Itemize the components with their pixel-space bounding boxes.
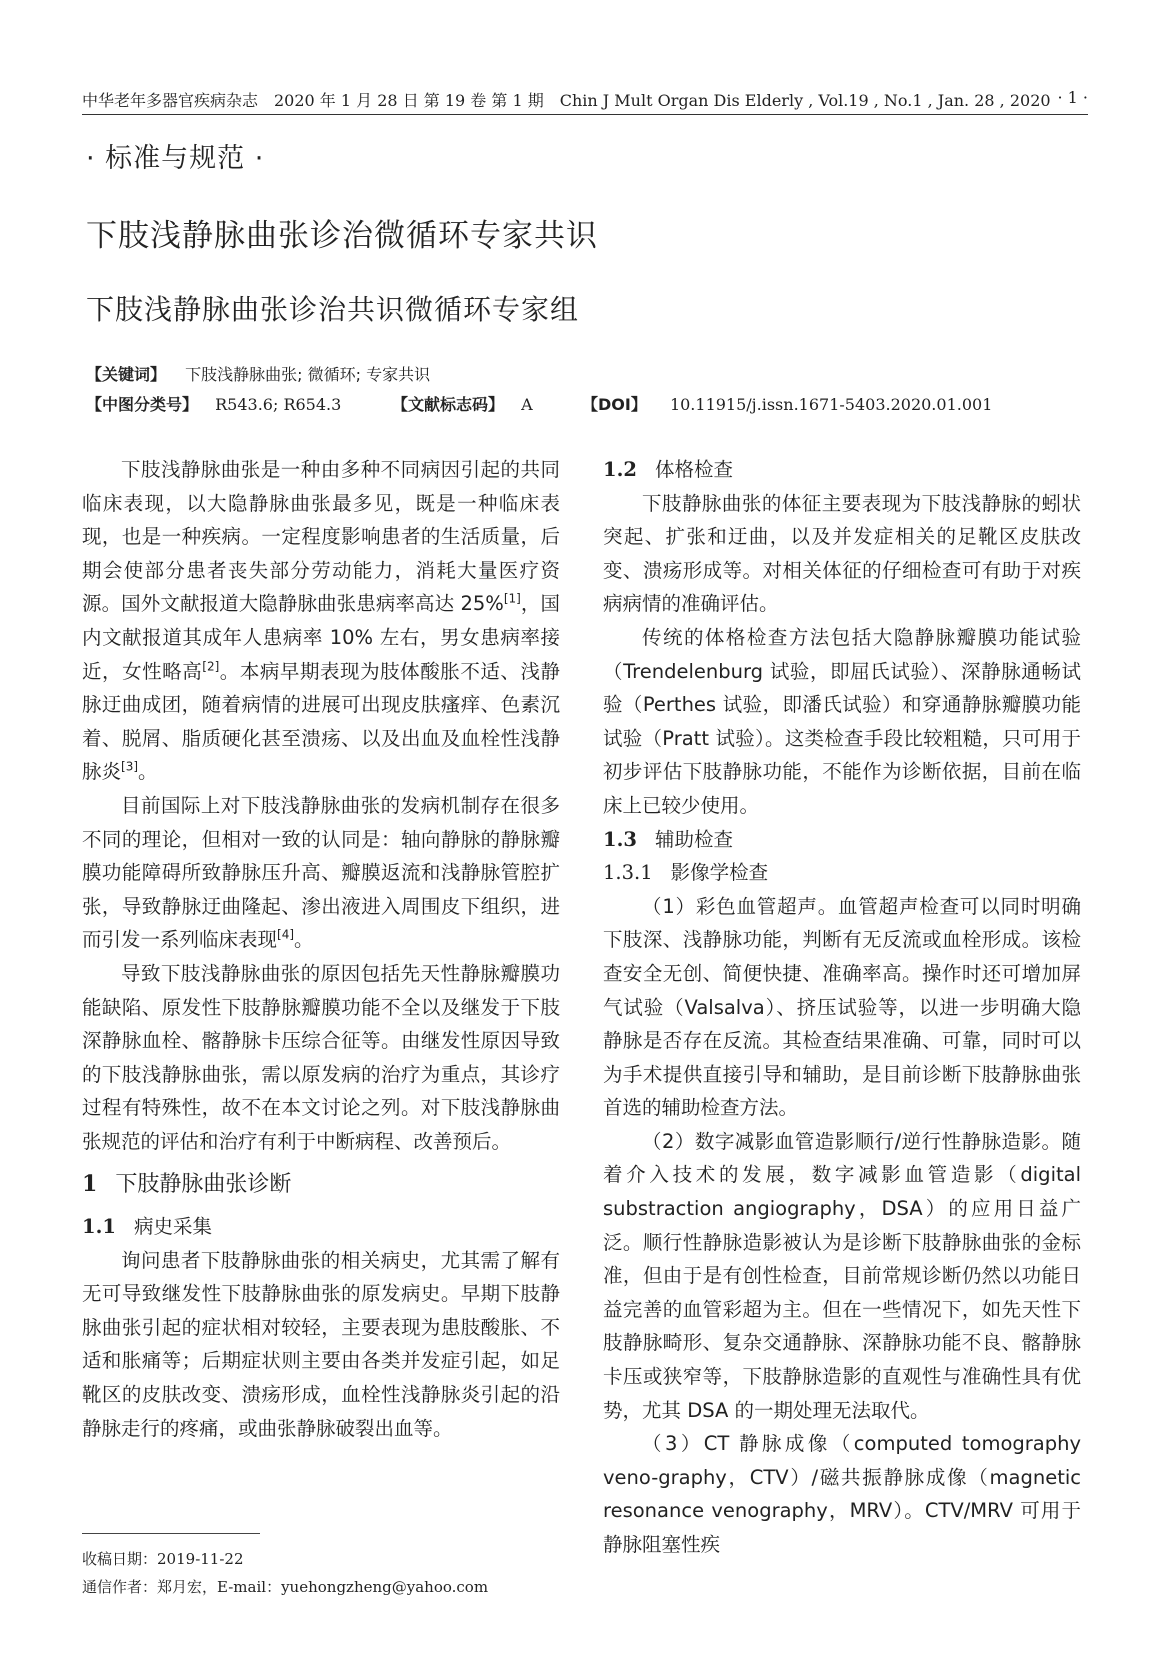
- section-1-3-title: 辅助检查: [654, 827, 733, 851]
- intro-p1-text-c: 。本病早期表现为肢体酸胀不适、浅静脉迂曲成团，随着病情的进展可出现皮肤瘙痒、色素沉着、脱屑、脂质硬化甚至溃疡、以及出血及血栓性浅静脉炎: [82, 659, 560, 784]
- section-1-title: 下肢静脉曲张诊断: [115, 1172, 292, 1198]
- doi-label: 【DOI】: [582, 395, 647, 414]
- section-1-1-number: 1.1: [82, 1215, 116, 1239]
- doc-code-group: [392, 392, 533, 415]
- clc-value: R543.6; R654.3: [215, 395, 342, 414]
- section-1-3-1-number: 1.3.1: [603, 861, 653, 885]
- section-1-3-1-heading: [603, 856, 1081, 890]
- ref-4[interactable]: [4]: [277, 927, 295, 942]
- section-1-1-title: 病史采集: [133, 1215, 212, 1239]
- left-column: [82, 453, 560, 1445]
- intro-paragraph-2: [82, 789, 560, 957]
- ref-2[interactable]: [2]: [202, 659, 220, 674]
- received-date-note: [82, 1548, 244, 1569]
- section-1-2-number: 1.2: [603, 458, 637, 481]
- section-1-3-1-title: 影像学检查: [670, 861, 769, 885]
- doc-code-label: 【文献标志码】: [392, 395, 505, 414]
- section-1-number: 1: [82, 1171, 98, 1198]
- doi-group: [582, 392, 992, 415]
- doi-value: 10.11915/j.issn.1671-5403.2020.01.001: [669, 395, 993, 414]
- section-1-1-paragraph: 询问患者下肢静脉曲张的相关病史，尤其需了解有无可导致继发性下肢静脉曲张的原发病史。早期下肢静脉曲张引起的症状相对较轻，主要表现为患肢酸胀、不适和胀痛等；后期症状则主要由各类并发症引起，如足靴区的皮肤改变、溃疡形成，血栓性浅静脉炎引起的沿静脉走行的疼痛，或曲张静脉破裂出血等。: [82, 1248, 560, 1440]
- paper-authors: 下肢浅静脉曲张诊治共识微循环专家组: [86, 293, 580, 326]
- intro-paragraph-3: 导致下肢浅静脉曲张的原因包括先天性静脉瓣膜功能缺陷、原发性下肢静脉瓣膜功能不全以及继发于下肢深静脉血栓、髂静脉卡压综合征等。由继发性原因导致的下肢浅静脉曲张，需以原发病的治疗为重点，其诊疗过程有特殊性，故不在本文讨论之列。对下肢浅静脉曲张规范的评估和治疗有利于中断病程、改善预后。: [82, 961, 560, 1153]
- clc-label: 【中图分类号】: [86, 395, 199, 414]
- section-1-3-1-paragraph-2: （2）数字减影血管造影顺行/逆行性静脉造影。随着介入技术的发展，数字减影血管造影（digital substraction angiography，DSA）的应用日益广泛。顺行性静脉造影被认为是诊断下肢静脉曲张的金标准，但由于是有创性检查，目前常规诊断仍然以功能日益完善的血管彩超为主。但在一些情况下，如先天性下肢静脉畸形、复杂交通静脉、深静脉功能不良、髂静脉卡压或狭窄等，下肢静脉造影的直观性与准确性具有优势，尤其 DSA 的一期处理无法取代。: [603, 1129, 1081, 1422]
- intro-paragraph-1: [82, 453, 560, 789]
- received-label: 收稿日期：: [82, 1550, 158, 1568]
- section-1-1-heading: [82, 1210, 560, 1244]
- section-1-heading: [82, 1168, 560, 1202]
- running-header: [82, 88, 1088, 114]
- right-column: [603, 453, 1081, 1562]
- journal-citation: 中华老年多器官疾病杂志 2020 年 1 月 28 日 第 19 卷 第 1 期 Chin J Mult Organ Dis Elderly , Vol.19 , No.1 , Jan. 28 , 2020: [82, 91, 1051, 110]
- section-1-3-1-paragraph-3: （3）CT 静脉成像（computed tomography veno-graphy，CTV）/磁共振静脉成像（magnetic resonance venography，MRV）。CTV/MRV 可用于静脉阻塞性疾: [603, 1432, 1081, 1556]
- classification-line: [86, 392, 1092, 414]
- keywords-line: [86, 362, 430, 385]
- keywords-value: 下肢浅静脉曲张; 微循环; 专家共识: [185, 365, 431, 384]
- ref-1[interactable]: [1]: [503, 591, 521, 606]
- intro-p1-text-b: ，国内文献报道其成年人患病率 10% 左右，男女患病率接近，女性略高: [82, 592, 560, 683]
- section-tag: · 标准与规范 ·: [86, 143, 265, 174]
- header-rule: [82, 114, 1088, 115]
- intro-p1-text: 下肢浅静脉曲张是一种由多种不同病因引起的共同临床表现，以大隐静脉曲张最多见，既是一种临床表现，也是一种疾病。一定程度影响患者的生活质量，后期会使部分患者丧失部分劳动能力，消耗大量医疗资源。国外文献报道大隐静脉曲张患病率高达 25%: [82, 458, 560, 616]
- corresponding-author-note: [82, 1576, 488, 1597]
- intro-p1-text-d: 。: [138, 760, 158, 784]
- footnote-rule: [82, 1533, 260, 1534]
- corresponding-author[interactable]: 郑月宏，E-mail：yuehongzheng@yahoo.com: [157, 1578, 489, 1596]
- section-1-3-heading: [603, 823, 1081, 857]
- section-1-2-paragraph-1: 下肢静脉曲张的体征主要表现为下肢浅静脉的蚓状突起、扩张和迂曲，以及并发症相关的足靴区皮肤改变、溃疡形成等。对相关体征的仔细检查可有助于对疾病病情的准确评估。: [603, 491, 1081, 616]
- doc-code-value: A: [521, 395, 533, 414]
- section-1-2-paragraph-2: 传统的体格检查方法包括大隐静脉瓣膜功能试验（Trendelenburg 试验，即屈氏试验）、深静脉通畅试验（Perthes 试验，即潘氏试验）和穿通静脉瓣膜功能试验（Pratt 试验）。这类检查手段比较粗糙，只可用于初步评估下肢静脉功能，不能作为诊断依据，目前在临床上已较少使用。: [603, 625, 1081, 817]
- section-1-2-title: 体格检查: [654, 458, 733, 481]
- ref-3[interactable]: [3]: [121, 759, 139, 774]
- page-number: · 1 ·: [1057, 88, 1088, 107]
- keywords-label: 【关键词】: [86, 365, 167, 384]
- paper-title: 下肢浅静脉曲张诊治微循环专家共识: [86, 218, 598, 254]
- clc-group: [86, 392, 341, 415]
- corresponding-label: 通信作者：: [82, 1578, 158, 1596]
- received-date: 2019-11-22: [157, 1550, 244, 1568]
- section-1-3-1-paragraph-1: （1）彩色血管超声。血管超声检查可以同时明确下肢深、浅静脉功能，判断有无反流或血栓形成。该检查安全无创、简便快捷、准确率高。操作时还可增加屏气试验（Valsalva）、挤压试验等，以进一步明确大隐静脉是否存在反流。其检查结果准确、可靠，同时可以为手术提供直接引导和辅助，是目前诊断下肢静脉曲张首选的辅助检查方法。: [603, 894, 1081, 1120]
- intro-p2-text-b: 。: [294, 928, 314, 952]
- section-1-3-number: 1.3: [603, 827, 637, 851]
- intro-p2-text: 目前国际上对下肢浅静脉曲张的发病机制存在很多不同的理论，但相对一致的认同是：轴向静脉的静脉瓣膜功能障碍所致静脉压升高、瓣膜返流和浅静脉管腔扩张，导致静脉迂曲隆起、渗出液进入周围皮下组织，进而引发一系列临床表现: [82, 793, 560, 952]
- section-1-2-heading: [603, 453, 1081, 487]
